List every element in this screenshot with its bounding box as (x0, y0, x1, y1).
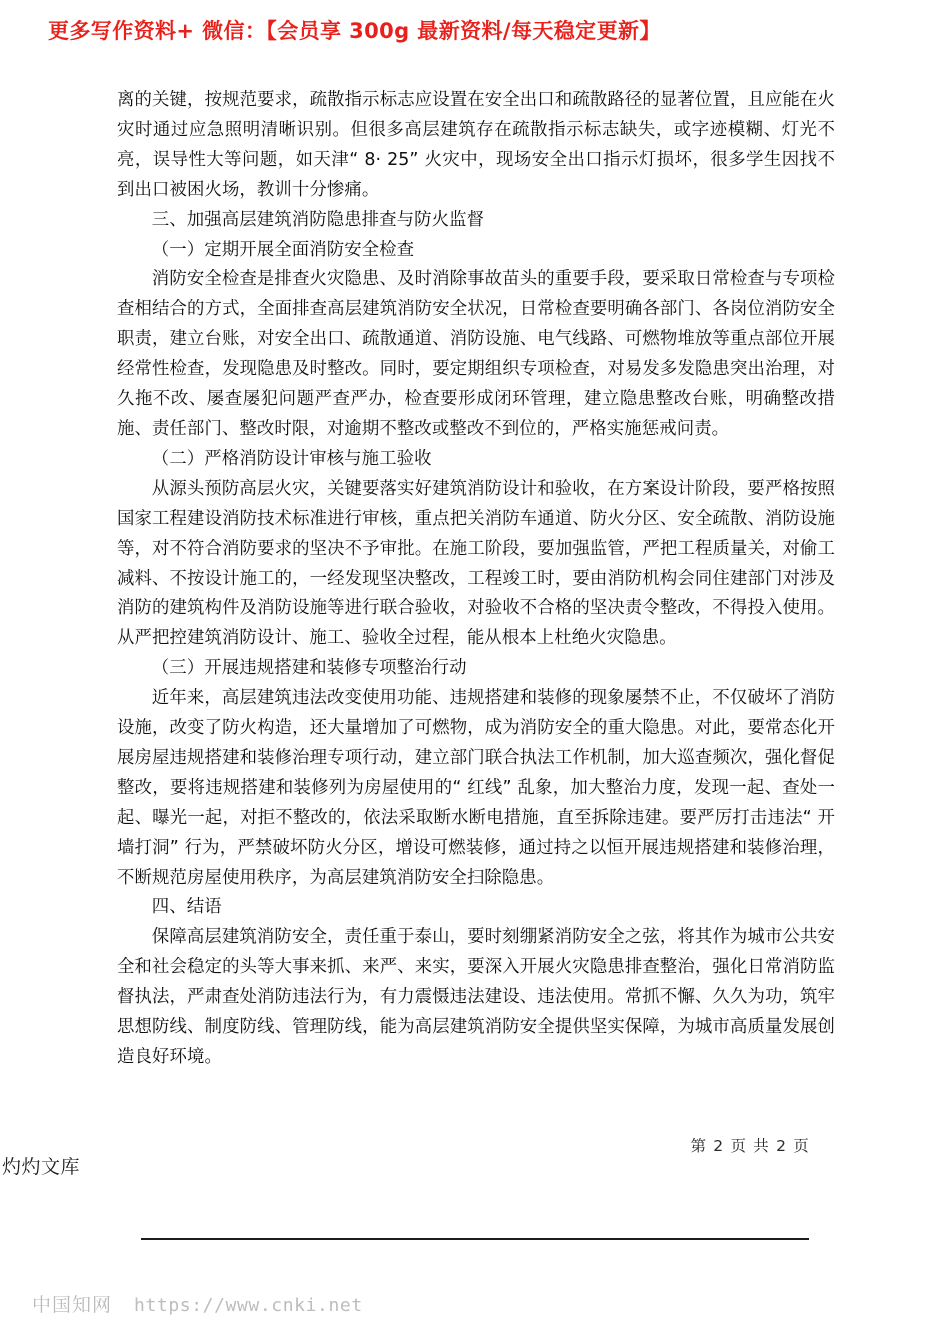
p-conclusion-body: 保障高层建筑消防安全，责任重于泰山，要时刻绷紧消防安全之弦，将其作为城市公共安全和社会稳定的头等大事来抓、来严、来实，要深入开展火灾隐患排查整治，强化日常消防监督执法，严肃查处消防违法行为，有力震慑违法建设、违法使用。常抓不懈、久久为功，筑牢思想防线、制度防线、管理防线，能为高层建筑消防安全提供坚实保障，为城市高质量发展创造良好环境。 (117, 927, 835, 1067)
footer-divider (141, 1238, 809, 1240)
cnki-brand-label: 中国知网 (32, 1294, 113, 1316)
document-body (117, 86, 835, 1073)
left-watermark: 灼灼文库 (2, 1156, 81, 1178)
h-sub-one: （一）定期开展全面消防安全检查 (151, 239, 415, 260)
h-section-three: 三、加强高层建筑消防隐患排查与防火监督 (151, 209, 485, 230)
p-sub-three-body: 近年来，高层建筑违法改变使用功能、违规搭建和装修的现象屡禁不止，不仅破坏了消防设施，改变了防火构造，还大量增加了可燃物，成为消防安全的重大隐患。对此，要常态化开展房屋违规搭建和装修治理专项行动，建立部门联合执法工作机制，加大巡查频次，强化督促整改，要将违规搭建和装修列为房屋使用的“ 红线” 乱象，加大整治力度，发现一起、查处一起、曝光一起，对拒不整改的，依法采取断水断电措施，直至拆除违建。要严厉打击违法“ 开墙打洞” 行为，严禁破坏防火分区，增设可燃装修，通过持之以恒开展违规搭建和装修治理，不断规范房屋使用秩序，为高层建筑消防安全扫除隐患。 (117, 688, 835, 888)
p-evac-signage: 离的关键，按规范要求，疏散指示标志应设置在安全出口和疏散路径的显著位置，且应能在火灾时通过应急照明清晰识别。但很多高层建筑存在疏散指示标志缺失，或字迹模糊、灯光不亮，误导性大等问题，如天津“ 8· 25” 火灾中，现场安全出口指示灯损坏，很多学生因找不到出口被困火场，教训十分惨痛。 (117, 90, 835, 200)
h-section-four: 四、结语 (151, 897, 222, 918)
h-sub-three: （三）开展违规搭建和装修专项整治行动 (151, 658, 467, 679)
promo-banner (48, 14, 908, 48)
promo-text: 更多写作资料+ 微信：【会员享 300g 最新资料/每天稳定更新】 (48, 18, 661, 43)
page-number: 第 2 页 共 2 页 (690, 1137, 810, 1155)
cnki-url-label: https://www.cnki.net (134, 1295, 363, 1316)
p-sub-two-body: 从源头预防高层火灾，关键要落实好建筑消防设计和验收，在方案设计阶段，要严格按照国家工程建设消防技术标准进行审核，重点把关消防车通道、防火分区、安全疏散、消防设施等，对不符合消防要求的坚决不予审批。在施工阶段，要加强监管，严把工程质量关，对偷工减料、不按设计施工的，一经发现坚决整改，工程竣工时，要由消防机构会同住建部门对涉及消防的建筑构件及消防设施等进行联合验收，对验收不合格的坚决责令整改，不得投入使用。从严把控建筑消防设计、施工、验收全过程，能从根本上杜绝火灾隐患。 (117, 478, 835, 649)
cnki-footer (32, 1290, 363, 1317)
h-sub-two: （二）严格消防设计审核与施工验收 (151, 448, 432, 469)
p-sub-one-body: 消防安全检查是排查火灾隐患、及时消除事故苗头的重要手段，要采取日常检查与专项检查相结合的方式，全面排查高层建筑消防安全状况，日常检查要明确各部门、各岗位消防安全职责，建立台账，对安全出口、疏散通道、消防设施、电气线路、可燃物堆放等重点部位开展经常性检查，发现隐患及时整改。同时，要定期组织专项检查，对易发多发隐患突出治理，对久拖不改、屡查屡犯问题严查严办，检查要形成闭环管理，建立隐患整改台账，明确整改措施、责任部门、整改时限，对逾期不整改或整改不到位的，严格实施惩戒问责。 (117, 269, 835, 439)
